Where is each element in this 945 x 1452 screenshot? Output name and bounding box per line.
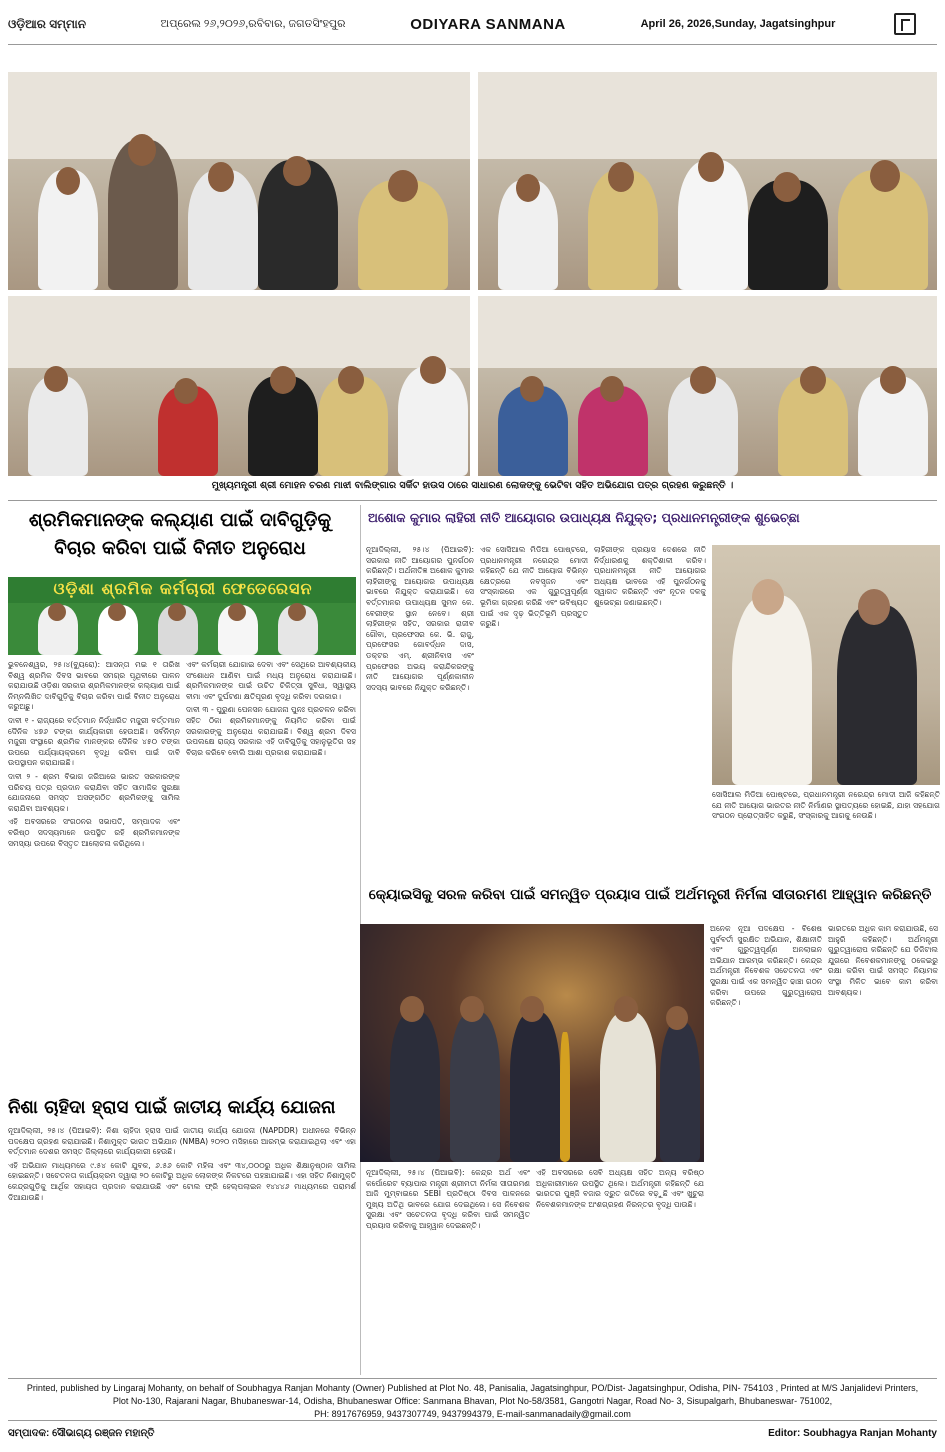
ashok-col-3 [594, 545, 706, 875]
ashok-para: ନୂଆଦିଲ୍ଲୀ, ୨୫।୪ (ପିଆଇବି): ସରକାର ନୀତି ଆୟୋଗର ପୁନର୍ଗଠନ କରିଛନ୍ତି। ଅର୍ଥନୀତିଜ୍ଞ ଅଶୋକ କୁମାର ଲାହିରୀଙ୍କୁ ଆୟୋଗର ଉପାଧ୍ୟକ୍ଷ ଭାବରେ ନିଯୁକ୍ତ କରାଯାଇଛି। ସେ ବର୍ତ୍ତମାନର ଉପାଧ୍ୟକ୍ଷ ସୁମନ କେ. ବେରୀଙ୍କ ସ୍ଥାନ ନେବେ। ଶ୍ରୀ ଲାହିରୀଙ୍କ ସହିତ, ସରକାର ରାଜୀବ ଗୌବା, ପ୍ରଫେସର କେ. ଭି. ରାଜୁ, ପ୍ରଫେସର ଗୋବର୍ଦ୍ଧନ ଦାସ, ଡକ୍ଟର ଏମ୍. ଶ୍ରୀନିବାସ ଏବଂ ପ୍ରଫେସର ଅଭୟ କରାନ୍ଦିକରଙ୍କୁ ନୀତି ଆୟୋଗର ପୂର୍ଣ୍ଣକାଳୀନ ସଦସ୍ୟ ଭାବରେ ନିଯୁକ୍ତ କରିଛନ୍ତି। [366, 545, 474, 692]
photo-caption: ମୁଖ୍ୟମନ୍ତ୍ରୀ ଶ୍ରୀ ମୋହନ ଚରଣ ମାଝୀ ବାଲିଙ୍ଗାର ସର୍କିଟ ହାଉସ ଠାରେ ସାଧାରଣ ଲୋକଙ୍କୁ ଭେଟିବା ସହିତ ଅଭିଯୋଗ ପତ୍ର ଗ୍ରହଣ କରୁଛନ୍ତି । [211, 480, 734, 491]
news-photo-1 [8, 72, 470, 290]
imprint-line: PH: 8917676959, 9437307749, 9437994379, E-mail-sanmanadaily@gmail.com [314, 1409, 631, 1419]
nisha-body [8, 1126, 356, 1376]
labour-headline: ଶ୍ରମିକମାନଙ୍କ କଲ୍ୟାଣ ପାଇଁ ଦାବିଗୁଡ଼ିକୁ ବିଚାର କରିବା ପାଇଁ ବିନୀତ ଅନୁରୋଧ [28, 510, 332, 559]
fm-col-3 [710, 924, 822, 1376]
editor-bar [8, 1422, 937, 1444]
newspaper-title: ODIYARA SANMANA [410, 15, 566, 33]
imprint-line: Plot No-130, Rajarani Nagar, Bhubaneswar-14, Odisha, Bhubaneswar Office: Sanmana Bhavan, Plot No-58/3581, Gangotri Nagar, Road No- 3, Sisupalgarh, Bhubaneswar- 751002, [112, 1396, 833, 1406]
odia-date: ଅପ୍ରେଲ ୨୬,୨୦୨୬,ରବିବାର, ଜଗତସିଂହପୁର [160, 17, 346, 30]
news-photo-2 [478, 72, 937, 290]
labour-para: ଏହି ଅବସରରେ ସଂଗଠନର ସଭାପତି, ସମ୍ପାଦକ ଏବଂ ବରିଷ୍ଠ ସଦସ୍ୟମାନେ ଉପସ୍ଥିତ ରହି ଶ୍ରମିକମାନଙ୍କ ସମସ୍ୟା ଉପରେ ବିସ୍ତୃତ ଆଲୋଚନା କରିଥିଲେ। [8, 817, 180, 848]
fm-para: ଏହି ଅବସରରେ ସେବି ଅଧ୍ୟକ୍ଷ ସହିତ ଅନ୍ୟ ବରିଷ୍ଠ ଅଧିକାରୀମାନେ ଉପସ୍ଥିତ ଥିଲେ। ଅର୍ଥମନ୍ତ୍ରୀ କହିଛନ୍ତି ଯେ ଭାରତର ପୁଞ୍ଜି ବଜାର ଦ୍ରୁତ ଗତିରେ ବଢ଼ୁଛି ଏବଂ ଖୁଚୁରା ନିବେଶକମାନଙ୍କ ଅଂଶଗ୍ରହଣ ନିରନ୍ତର ବୃଦ୍ଧି ପାଉଛି। [536, 1168, 704, 1209]
fm-event-photo [360, 924, 704, 1162]
fm-col-4 [828, 924, 938, 1376]
labour-para: ଏବଂ କର୍ମଚାରୀ ଯୋଗାଇ ଦେବା ଏବଂ ସେଥିରେ ଆବଶ୍ୟକୀୟ ସଂଶୋଧନ ଆଣିବା ପାଇଁ ମଧ୍ୟ ଅନୁରୋଧ କରାଯାଇଛି। ଶ୍ରମିକମାନଙ୍କ ପାଇଁ ଉଚିତ ଚିକିତ୍ସା ସୁବିଧା, ସ୍ୱାସ୍ଥ୍ୟ ବୀମା ଏବଂ ଦୁର୍ଘଟଣା କ୍ଷତିପୂରଣ ବୃଦ୍ଧି କରିବା ଦରକାର। [186, 660, 356, 701]
footer-divider [8, 1420, 937, 1421]
page-corner-icon[interactable] [894, 13, 916, 35]
fm-col-1 [366, 1168, 530, 1376]
banner-text: ଓଡ଼ିଶା ଶ୍ରମିକ କର୍ମଚାରୀ ଫେଡେରେସନ [53, 579, 313, 598]
labour-para: ଭୁବନେଶ୍ୱର, ୨୫।୪(ବ୍ୟୁରୋ): ଆସନ୍ତା ମଇ ୧ ତାରିଖ ବିଶ୍ୱ ଶ୍ରମିକ ଦିବସ ଭାବରେ ସମଗ୍ର ପୃଥିବୀରେ ପାଳନ କରାଯାଉଛି ଓଡ଼ିଶା ସରକାର ଶ୍ରମିକମାନଙ୍କ କଲ୍ୟାଣ ପାଇଁ ନିମ୍ନଲିଖିତ ଦାବିଗୁଡ଼ିକୁ ବିଚାର କରିବା ପାଇଁ ବିନୀତ ଅନୁରୋଧ କରୁଅଛୁ। [8, 660, 180, 712]
ashok-col-2 [480, 545, 588, 875]
ashok-para: ଏକ ସୋସିଆଲ ମିଡିଆ ପୋଷ୍ଟରେ, ପ୍ରଧାନମନ୍ତ୍ରୀ ନରେନ୍ଦ୍ର ମୋଦୀ କହିଛନ୍ତି ଯେ ନୀତି ଆୟୋଗ ବିଭିନ୍ନ କ୍ଷେତ୍ରରେ ନବସୃଜନ ଏବଂ ସଂସ୍କାରରେ ଏକ ଗୁରୁତ୍ୱପୂର୍ଣ୍ଣ ଭୂମିକା ଗ୍ରହଣ କରିଛି ଏବଂ ଭବିଷ୍ୟତ ପାଇଁ ଏକ ଦୃଢ଼ ଭିତ୍ତିଭୂମି ପ୍ରସ୍ତୁତ କରୁଛି। [480, 545, 588, 629]
ashok-para: ଲାହିରୀଙ୍କ ପ୍ରୟାସ ଦେଶରେ ନୀତି ନିର୍ଦ୍ଧାରଣକୁ ଶକ୍ତିଶାଳୀ କରିବ। ପ୍ରଧାନମନ୍ତ୍ରୀ ନୀତି ଆୟୋଗର ଅଧ୍ୟକ୍ଷ ଭାବରେ ଏହି ପୁନର୍ଗଠନକୁ ସ୍ୱାଗତ କରିଛନ୍ତି ଏବଂ ନୂତନ ଦଳକୁ ଶୁଭେଚ୍ଛା ଜଣାଇଛନ୍ତି। [594, 545, 706, 607]
labour-para: ଦାବୀ ୩ - ପୁରୁଣା ପେନସନ ଯୋଜନା ପୁନଃ ପ୍ରଚଳନ କରିବା ସହିତ ଠିକା ଶ୍ରମିକମାନଙ୍କୁ ନିୟମିତ କରିବା ପାଇଁ ସରକାରଙ୍କୁ ଅନୁରୋଧ କରାଯାଇଛି। ବିଶ୍ୱ ଶ୍ରମ ଦିବସ ଉପଲକ୍ଷେ ରାଜ୍ୟ ସରକାର ଏହି ଦାବିଗୁଡ଼ିକୁ ସହାନୁଭୂତିର ସହ ବିଚାର କରିବେ ବୋଲି ଆଶା ପ୍ରକାଶ କରାଯାଇଛି। [186, 705, 356, 757]
nisha-para: ନୂଆଦିଲ୍ଲୀ, ୨୫।୪ (ପିଆଇବି): ନିଶା ଚାହିଦା ହ୍ରାସ ପାଇଁ ଜାତୀୟ କାର୍ଯ୍ୟ ଯୋଜନା (NAPDDR) ଅଧୀନରେ ବିଭିନ୍ନ ପଦକ୍ଷେପ ଗ୍ରହଣ କରାଯାଇଛି। ନିଶାମୁକ୍ତ ଭାରତ ଅଭିଯାନ (NMBA) ୨୦୨୦ ମସିହାରେ ଆରମ୍ଭ କରାଯାଇଥିଲା ଏବଂ ଏହା ବର୍ତ୍ତମାନ ଦେଶର ସମସ୍ତ ଜିଲ୍ଲାରେ କାର୍ଯ୍ୟକାରୀ ହେଉଛି। [8, 1126, 356, 1157]
labour-para: ଦାବୀ ୨ - ଶ୍ରମ ବିଭାଗ ଜରିଆରେ ଭାରତ ସରକାରଙ୍କ ପରିଚୟ ପତ୍ର ପ୍ରଦାନ କରାଯିବା ସହିତ ସାମାଜିକ ସୁରକ୍ଷା ଯୋଜନାରେ ସମସ୍ତ ଅସଙ୍ଗଠିତ ଶ୍ରମିକଙ୍କୁ ସାମିଲ କରାଯିବା ଆବଶ୍ୟକ। [8, 771, 180, 813]
fm-para: ନୂଆଦିଲ୍ଲୀ, ୨୫।୪ (ପିଆଇବି): କେନ୍ଦ୍ର ଅର୍ଥ ଏବଂ କର୍ପୋରେଟ ବ୍ୟାପାର ମନ୍ତ୍ରୀ ଶ୍ରୀମତୀ ନିର୍ମଳା ସୀତାରମଣ ଆଜି ମୁମ୍ବାଇରେ SEBI ପ୍ରତିଷ୍ଠା ଦିବସ ପାଳନରେ ମୁଖ୍ୟ ଅତିଥି ଭାବରେ ଯୋଗ ଦେଇଥିଲେ। ସେ ନିବେଶକ ସୁରକ୍ଷା ଏବଂ ସଚେତନତା ବୃଦ୍ଧି କରିବା ପାଇଁ ସମନ୍ୱିତ ପ୍ରୟାସ କରିବାକୁ ଆହ୍ୱାନ ଦେଇଛନ୍ତି। [366, 1168, 530, 1230]
english-date: April 26, 2026,Sunday, Jagatsinghpur [640, 18, 836, 30]
ashok-col-4 [712, 790, 940, 878]
editor-odia: ସମ୍ପାଦକ: ସୌଭାଗ୍ୟ ରଞ୍ଜନ ମହାନ୍ତି [8, 1427, 155, 1439]
fm-para: ଅନେକ ନୂଆ ପଦକ୍ଷେପ - ବିଶେଷ ପୁର୍ବବର୍ତୀ ସୁରକ୍ଷିତ ଅଭିଯାନ, ଶିକ୍ଷାନୀତି ଏବଂ ଗୁରୁତ୍ୱପୂର୍ଣ୍ଣ ଅନଲାଇନ ଅଭିଯାନ ଆରମ୍ଭ କରିଛନ୍ତି। କେନ୍ଦ୍ର ଅର୍ଥମନ୍ତ୍ରୀ ନିବେଶକ ସଚେତନତା ଏବଂ ସୁରକ୍ଷା ପାଇଁ ଏକ ସମନ୍ୱିତ ଢାଞ୍ଚା ଗଠନ କରିବା ଉପରେ ଗୁରୁତ୍ୱାରୋପ କରିଛନ୍ତି। [710, 924, 822, 1008]
fm-col-2 [536, 1168, 704, 1376]
masthead [8, 6, 937, 42]
editor-english: Editor: Soubhagya Ranjan Mohanty [768, 1427, 937, 1439]
newspaper-logo: ଓଡ଼ିଆର ସମ୍ମାନ [8, 16, 86, 31]
nisha-para: ଏହି ଅଭିଯାନ ମାଧ୍ୟମରେ ୯.୫୪ କୋଟି ଯୁବକ, ୬.୫୬ କୋଟି ମହିଳା ଏବଂ ୩୪,୦୦୦ରୁ ଅଧିକ ଶିକ୍ଷାନୁଷ୍ଠାନ ସାମିଲ ହୋଇଛନ୍ତି। ସଚେତନତା କାର୍ଯ୍ୟକ୍ରମ ଦ୍ୱାରା ୨୦ କୋଟିରୁ ଅଧିକ ଲୋକଙ୍କ ନିକଟରେ ପହଞ୍ଚାଯାଇଛି। ଏହା ସହିତ ନିଶାମୁକ୍ତି କେନ୍ଦ୍ରଗୁଡ଼ିକୁ ଆର୍ଥିକ ସହାୟତା ପ୍ରଦାନ କରାଯାଉଛି ଏବଂ ଟୋଲ ଫ୍ରି ହେଲ୍ପଲାଇନ ୧୪୪୪୬ ମାଧ୍ୟମରେ ପରାମର୍ଶ ଦିଆଯାଉଛି। [8, 1160, 356, 1202]
labour-col-1 [8, 660, 180, 1086]
ashok-headline: ଅଶୋକ କୁମାର ଲାହିରୀ ନୀତି ଆୟୋଗର ଉପାଧ୍ୟକ୍ଷ ନିଯୁକ୍ତ; ପ୍ରଧାନମନ୍ତ୍ରୀଙ୍କ ଶୁଭେଚ୍ଛା [368, 510, 800, 525]
nisha-headline: ନିଶା ଚାହିଦା ହ୍ରାସ ପାଇଁ ଜାତୀୟ କାର୍ଯ୍ୟ ଯୋଜନା [8, 1097, 336, 1118]
imprint-line: Printed, published by Lingaraj Mohanty, on behalf of Soubhagya Ranjan Mohanty (Owner) Published at Plot No. 48, Panisalia, Jagatsinghpur, PO/Dist- Jagatsinghpur, Odisha, PIN- 754103 , Printed at M/S Janjalidevi Printers, [26, 1383, 919, 1393]
imprint-footer [8, 1382, 937, 1421]
pm-meeting-photo [712, 545, 940, 785]
news-photo-3 [8, 296, 470, 476]
ashok-col-1 [366, 545, 474, 875]
section-divider [8, 500, 937, 501]
labour-photo [8, 577, 356, 655]
news-photo-4 [478, 296, 937, 476]
fm-headline: କ୍ୟୋଇସିକୁ ସରଳ କରିବା ପାଇଁ ସମନ୍ୱିତ ପ୍ରୟାସ ପାଇଁ ଅର୍ଥମନ୍ତ୍ରୀ ନିର୍ମଳା ସୀତାରମଣ ଆହ୍ୱାନ କରିଛନ୍ତି [368, 887, 932, 903]
fm-para: ଭାରତରେ ଅଧିକ କାମ କରାଯାଉଛି, ସେ ଆହୁରି କହିଛନ୍ତି। ଅର୍ଥମନ୍ତ୍ରୀ ଗୁରୁତ୍ୱାରୋପ କରିଛନ୍ତି ଯେ ଡିଜିଟାଲ ଯୁଗରେ ନିବେଶକମାନଙ୍କୁ ଠକେଇରୁ ରକ୍ଷା କରିବା ପାଇଁ ସମସ୍ତ ନିୟାମକ ସଂସ୍ଥା ମିଳିତ ଭାବେ କାମ କରିବା ଆବଶ୍ୟକ। [828, 924, 938, 997]
ashok-para: ସୋସିଆଲ ମିଡିଆ ପୋଷ୍ଟରେ, ପ୍ରଧାନମନ୍ତ୍ରୀ ନରେନ୍ଦ୍ର ମୋଦୀ ଆଜି କହିଛନ୍ତି ଯେ ନୀତି ଆୟୋଗ ଭାରତର ନୀତି ନିର୍ମାଣର ସ୍ଥାପତ୍ୟରେ ହୋଇଛି, ଯାହା ସହଯୋଗ ସଂଗଠନ ପ୍ରୋତ୍ସାହିତ କରୁଛି, ସଂସ୍କାରକୁ ଆଗକୁ ନେଉଛି। [712, 790, 940, 821]
footer-divider [8, 1378, 937, 1379]
labour-col-2 [186, 660, 356, 1086]
masthead-divider [8, 44, 937, 45]
labour-para: ଦାବୀ ୧ - ରାଜ୍ୟରେ ବର୍ତ୍ତମାନ ନିର୍ଦ୍ଧାରିତ ମଜୁରୀ ବର୍ତ୍ତମାନ ଦୈନିକ ୪୭୬ ଟଙ୍କା କାର୍ଯ୍ୟକାରୀ ହେଉଅଛି। ସର୍ବନିମ୍ନ ମଜୁରୀ ସଂସ୍ଥାରେ ଶ୍ରମିକ ମାନଙ୍କର ଦୈନିକ ୪୫୦ ଟଙ୍କା ଉପରେ ପର୍ଯ୍ୟାୟକ୍ରମେ ବୃଦ୍ଧି କରିବା ପାଇଁ ଦାବି ଉପସ୍ଥାପନ କରାଯାଇଛି। [8, 715, 180, 768]
